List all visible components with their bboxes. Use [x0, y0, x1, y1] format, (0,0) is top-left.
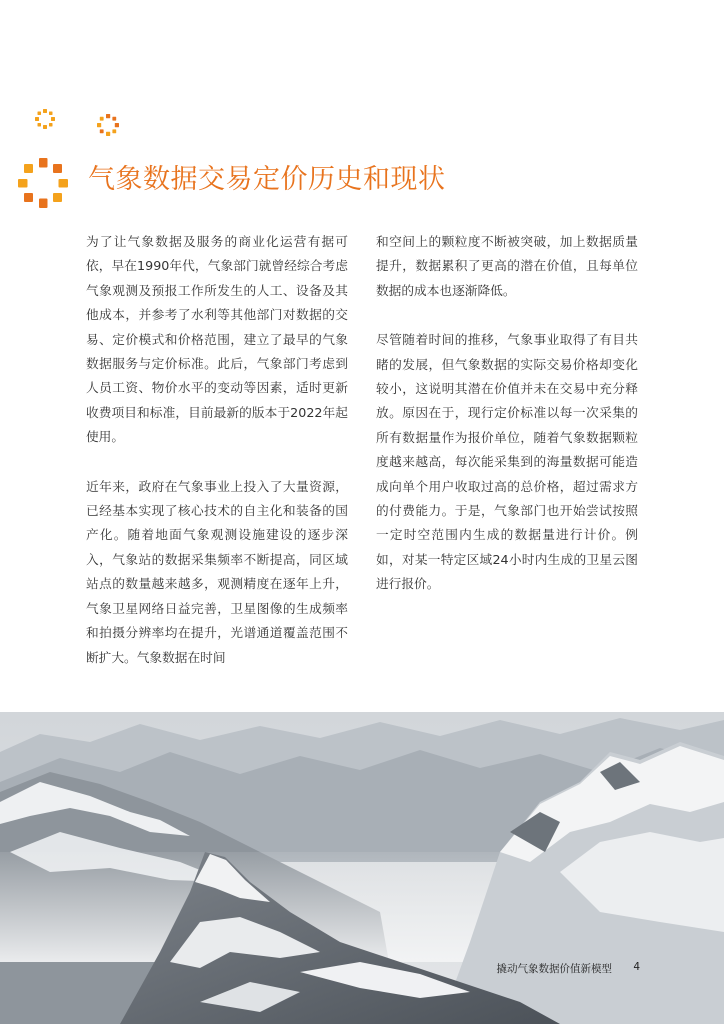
paragraph: 和空间上的颗粒度不断被突破，加上数据质量提升，数据累积了更高的潜在价值，且每单位数据的成本也逐渐降低。: [376, 234, 638, 298]
text-column-right: [376, 230, 638, 622]
page-number: 4: [633, 961, 640, 973]
section-heading: [18, 158, 704, 210]
mountain-photo: [0, 712, 724, 1024]
paragraph: 近年来，政府在气象事业上投入了大量资源，已经基本实现了核心技术的自主化和装备的国产化。随着地面气象观测设施建设的逐步深入，气象站的数据采集频率不断提高，同区域站点的数量越来越多，观测精度在逐年上升，气象卫星网络日益完善，卫星图像的生成频率和拍摄分辨率均在提升，光谱通道覆盖范围不断扩大。气象数据在时间: [86, 478, 348, 665]
orange-sun-pattern-icon: [34, 108, 56, 130]
orange-sun-pattern-icon: [96, 113, 120, 137]
footer-title: 撬动气象数据价值新模型: [496, 963, 612, 975]
paragraph: 尽管随着时间的推移，气象事业取得了有目共睹的发展，但气象数据的实际交易价格却变化较小，这说明其潜在价值并未在交易中充分释放。原因在于，现行定价标准以每一次采集的所有数据量作为报价单位，随着气象数据颗粒度越来越高，每次能采集到的海量数据可能造成向单个用户收取过高的总价格，超过需求方的付费能力。于是，气象部门也开始尝试按照一定时空范围内生成的数据量进行计价。例如，对某一特定区域24小时内生成的卫星云图进行报价。: [376, 332, 638, 592]
paragraph: 为了让气象数据及服务的商业化运营有据可依，早在1990年代，气象部门就曾经综合考虑气象观测及预报工作所发生的人工、设备及其他成本，并参考了水利等其他部门对数据的交易、定价模式和价格范围，建立了最早的气象数据服务与定价标准。此后，气象部门考虑到人员工资、物价水平的变动等因素，适时更新收费项目和标准，目前最新的版本于2022年起使用。: [86, 234, 348, 445]
text-column-left: [86, 230, 348, 695]
page-title: 气象数据交易定价历史和现状: [88, 164, 446, 195]
orange-sun-pattern-icon: [18, 158, 68, 208]
